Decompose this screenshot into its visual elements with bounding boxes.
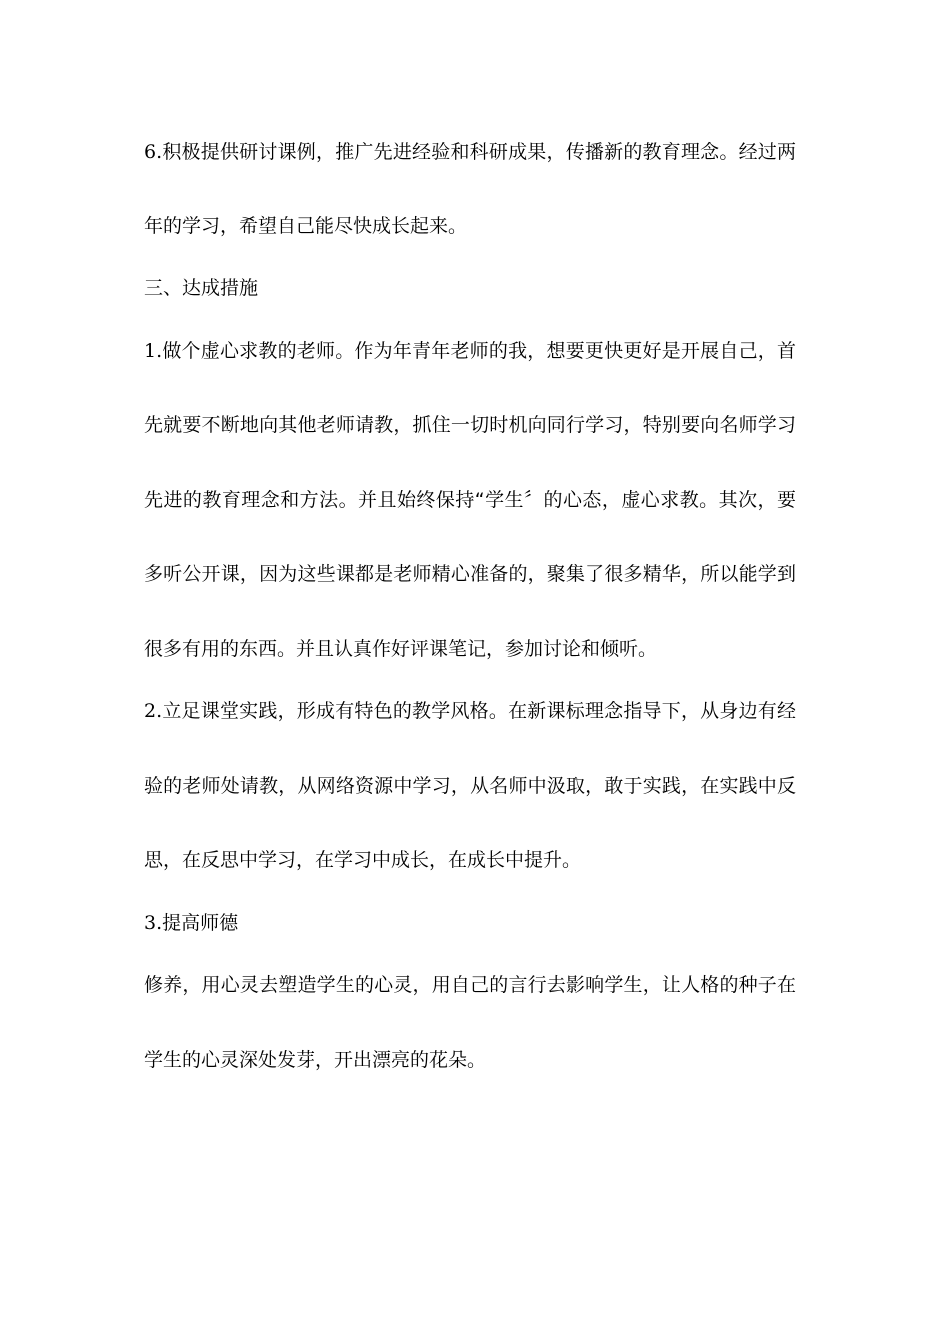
paragraph-1-line-5 [144, 637, 796, 661]
line-text: 立足课堂实践，形成有特色的教学风格。在新课标理念指导下，从身边有经 [162, 700, 796, 722]
line-text: 提高师德 [162, 912, 239, 934]
paragraph-1-line-1 [144, 339, 796, 363]
paragraph-6-line-2 [144, 214, 796, 238]
line-text: 先就要不断地向其他老师请教，抓住一切时机向同行学习，特别要向名师学习 [144, 414, 796, 436]
line-text: 先进的教育理念和方法。并且始终保持“学生〞的心态，虚心求教。其次，要 [144, 489, 796, 511]
line-text: 年的学习，希望自己能尽快成长起来。 [144, 215, 468, 237]
paragraph-3-line-2 [144, 973, 796, 997]
line-text: 思，在反思中学习，在学习中成长，在成长中提升。 [144, 849, 582, 871]
item-number: 3. [144, 912, 163, 934]
item-number: 2. [144, 700, 163, 722]
paragraph-3-line-3 [144, 1048, 796, 1072]
paragraph-1-line-4 [144, 562, 796, 586]
item-number: 6. [144, 141, 163, 163]
line-text: 积极提供研讨课例，推广先进经验和科研成果，传播新的教育理念。经过两 [162, 141, 796, 163]
paragraph-1-line-3 [144, 488, 796, 512]
paragraph-1-line-2 [144, 413, 796, 437]
section-heading [144, 276, 796, 300]
line-text: 验的老师处请教，从网络资源中学习，从名师中汲取，敢于实践，在实践中反 [144, 775, 796, 797]
line-text: 做个虚心求教的老师。作为年青年老师的我，想要更快更好是开展自己，首 [162, 340, 796, 362]
line-text: 多听公开课，因为这些课都是老师精心准备的，聚集了很多精华，所以能学到 [144, 563, 796, 585]
paragraph-6-line-1 [144, 140, 796, 164]
paragraph-2-line-1 [144, 699, 796, 723]
paragraph-2-line-3 [144, 848, 796, 872]
line-text: 很多有用的东西。并且认真作好评课笔记，参加讨论和倾听。 [144, 638, 658, 660]
paragraph-2-line-2 [144, 774, 796, 798]
line-text: 修养，用心灵去塑造学生的心灵，用自己的言行去影响学生，让人格的种子在 [144, 974, 796, 996]
item-number: 1. [144, 340, 163, 362]
heading-text: 三、达成措施 [144, 277, 259, 299]
line-text: 学生的心灵深处发芽，开出漂亮的花朵。 [144, 1049, 487, 1071]
paragraph-3-line-1 [144, 911, 796, 935]
